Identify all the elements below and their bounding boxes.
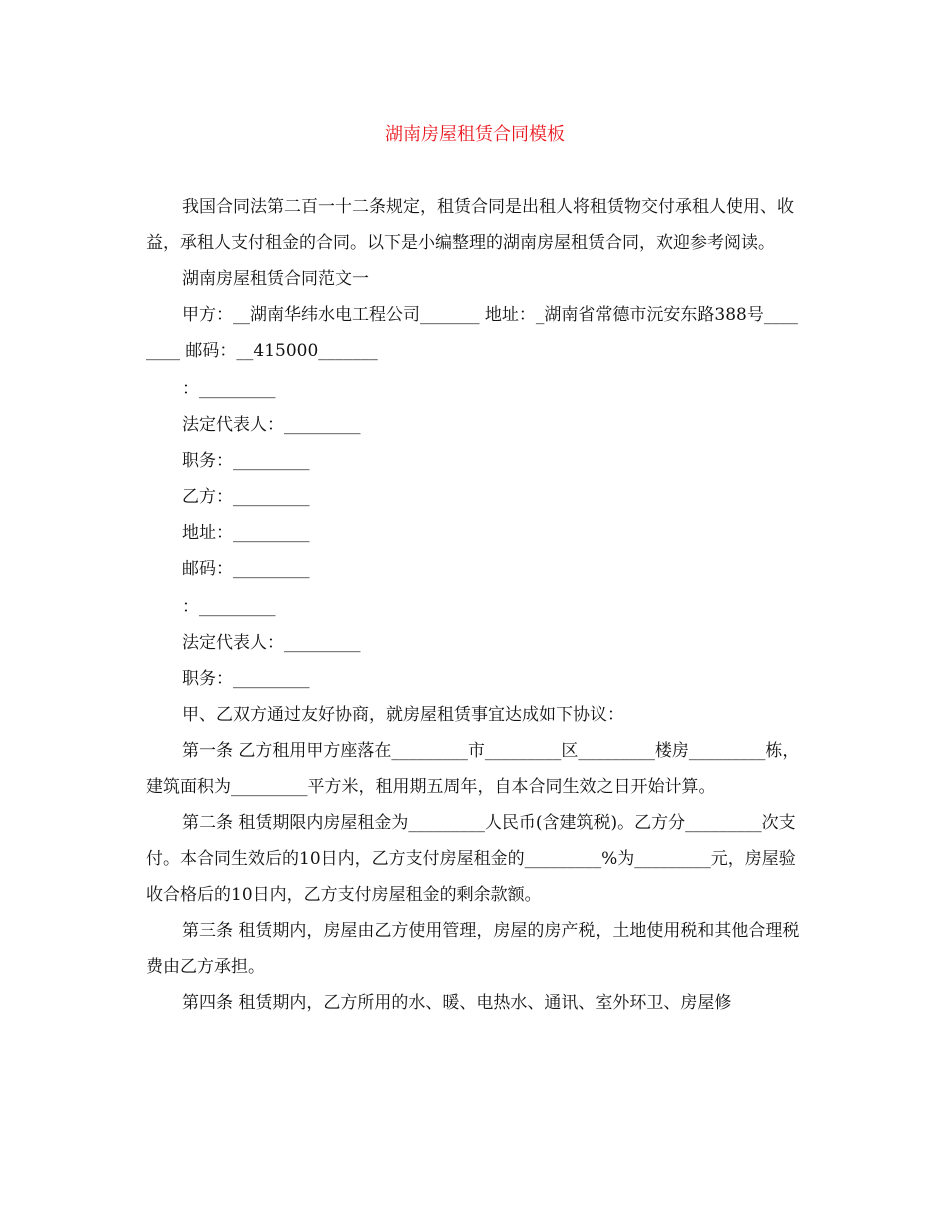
article-1: 第一条 乙方租用甲方座落在_________市_________区_________楼房_________栋，建筑面积为_________平方米，租用期五周年，自本合同生效之日开始计算。 xyxy=(146,741,800,797)
party-b-legal-representative: 法定代表人：_________ xyxy=(182,633,361,653)
article-3: 第三条 租赁期内，房屋由乙方使用管理，房屋的房产税，土地使用税和其他合理税费由乙方承担。 xyxy=(146,921,800,977)
party-b-blank-field: ：_________ xyxy=(182,597,276,617)
party-b-name: 乙方：_________ xyxy=(182,487,310,507)
article-2: 第二条 租赁期限内房屋租金为_________人民币(含建筑税)。乙方分_________次支付。本合同生效后的10日内，乙方支付房屋租金的_________%为_________元，房屋验收合格后的10日内，乙方支付房屋租金的剩余款额。 xyxy=(146,813,796,905)
section-heading: 湖南房屋租赁合同范文一 xyxy=(182,269,369,289)
party-a-position: 职务：_________ xyxy=(182,451,310,471)
party-b-position: 职务：_________ xyxy=(182,669,310,689)
agreement-statement: 甲、乙双方通过友好协商，就房屋租赁事宜达成如下协议： xyxy=(182,705,624,725)
party-a-blank-field: ：_________ xyxy=(182,379,276,399)
party-b-address: 地址：_________ xyxy=(182,523,310,543)
document-title: 湖南房屋租赁合同模板 xyxy=(385,124,565,145)
party-a-info: 甲方：__湖南华纬水电工程公司_______ 地址：_湖南省常德市沅安东路388号________ 邮码：__415000_______ xyxy=(146,305,798,361)
party-b-postcode: 邮码：_________ xyxy=(182,559,310,579)
article-4: 第四条 租赁期内，乙方所用的水、暖、电热水、通讯、室外环卫、房屋修 xyxy=(182,993,732,1013)
intro-paragraph: 我国合同法第二百一十二条规定，租赁合同是出租人将租赁物交付承租人使用、收益，承租人支付租金的合同。以下是小编整理的湖南房屋租赁合同，欢迎参考阅读。 xyxy=(146,197,794,253)
party-a-legal-representative: 法定代表人：_________ xyxy=(182,415,361,435)
document-body xyxy=(146,189,806,1021)
